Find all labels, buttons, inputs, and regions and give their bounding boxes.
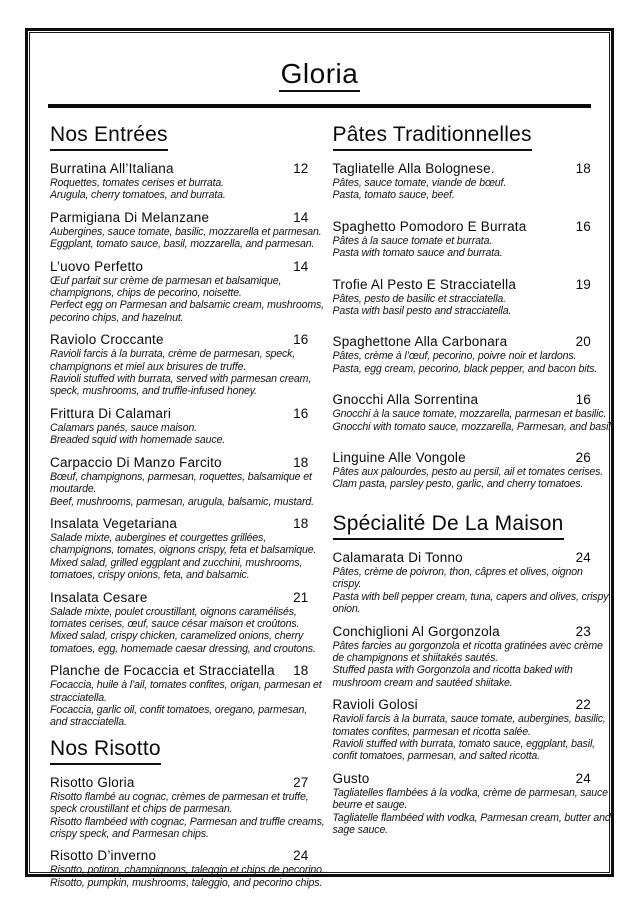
item-description-french: Pâtes, sauce tomate, viande de bœuf. xyxy=(332,177,507,189)
menu-columns xyxy=(30,108,614,889)
menu-item-row xyxy=(50,662,309,679)
item-price: 14 xyxy=(293,209,309,225)
item-description-english: Mixed salad, crispy chicken, caramelized onions, cherry xyxy=(50,630,304,643)
item-description-english: Beef, mushrooms, parmesan, arugula, balsamic, mustard. xyxy=(50,495,314,508)
item-price: 16 xyxy=(575,392,591,408)
item-price: 16 xyxy=(293,405,309,421)
item-price: 16 xyxy=(575,218,591,234)
menu-item-row xyxy=(50,209,309,226)
item-description-english: Arugula, cherry tomatoes, and burrata. xyxy=(50,189,226,202)
item-description-french: Pâtes, crème de poivron, thon, câpres et olives, oignon xyxy=(332,565,583,578)
item-description-french: Risotto, potiron, champignons, taleggio et chips de pecorino. xyxy=(50,864,325,877)
item-name: Burratina All’Italiana xyxy=(50,161,174,176)
item-price: 14 xyxy=(293,258,309,274)
menu-item xyxy=(50,847,325,889)
menu-item xyxy=(332,549,609,616)
menu-item xyxy=(333,276,592,318)
item-price: 21 xyxy=(293,589,309,605)
item-description-french: Pâtes à la sauce tomate et burrata. xyxy=(332,234,493,247)
item-description-english: Stuffed pasta with Gorgonzola and ricotta baked with xyxy=(332,664,573,677)
item-description-english: Pasta, tomato sauce, beef. xyxy=(332,189,455,202)
menu-item xyxy=(332,623,603,690)
item-description-french: Tagliatelles flambées à la vodka, crème de parmesan, sauce xyxy=(332,786,608,799)
item-price: 18 xyxy=(293,515,309,531)
item-description-english: Eggplant, tomato sauce, basil, mozzarella, and parmesan. xyxy=(50,238,315,251)
item-name: Ravioli Golosi xyxy=(332,697,418,713)
menu-column-left xyxy=(50,122,325,889)
item-description-french: moutarde. xyxy=(50,483,97,496)
item-description-english: pecorino chips, and hazelnut. xyxy=(50,311,184,324)
menu-section xyxy=(50,122,324,729)
menu-item xyxy=(50,515,317,582)
item-name: Gusto xyxy=(332,770,370,786)
menu-item xyxy=(332,696,606,763)
item-name: Linguine Alle Vongole xyxy=(332,450,466,466)
item-description-french: champignons et miel aux brisures de truffe. xyxy=(50,360,247,373)
item-name: Insalata Vegetariana xyxy=(50,515,178,531)
item-description-french: Ravioli farcis à la burrata, crème de parmesan, speck, xyxy=(50,348,296,361)
item-description-french: champignons, tomates, oignons crispy, feta et balsamique. xyxy=(50,544,317,557)
menu-item-row xyxy=(50,589,309,606)
item-description-french: Pâtes, crème à l’œuf, pecorino, poivre noir et lardons. xyxy=(332,350,577,363)
item-description-french: tomates cerises, œuf, sauce césar maison et croûtons. xyxy=(50,617,300,630)
menu-item xyxy=(332,333,598,375)
item-description-english: Tagliatelle flambéed with vodka, Parmesan cream, butter and xyxy=(332,811,611,824)
menu-item xyxy=(50,774,325,841)
menu-item xyxy=(50,331,312,398)
item-name: Carpaccio Di Manzo Farcito xyxy=(50,454,222,470)
item-description-english: Pasta with bell pepper cream, tuna, capers and olives, crispy xyxy=(332,590,609,603)
menu-item-row xyxy=(50,847,309,864)
item-description-english: Pasta with basil pesto and stracciatella. xyxy=(332,305,512,318)
item-description-french: Gnocchi à la sauce tomate, mozzarella, parmesan et basilic. xyxy=(332,408,607,421)
item-name: Spaghetto Pomodoro E Burrata xyxy=(332,218,527,234)
item-name: Risotto Gloria xyxy=(50,774,135,790)
item-description-french: tomates confites, parmesan et ricotta salée. xyxy=(332,725,531,738)
item-price: 24 xyxy=(575,770,591,786)
menu-item xyxy=(50,209,322,251)
item-name: Gnocchi Alla Sorrentina xyxy=(332,392,479,408)
item-description-english: Gnocchi with tomato sauce, mozzarella, Parmesan, and basil. xyxy=(332,420,614,433)
section-heading: Pâtes Traditionnelles xyxy=(333,122,532,151)
menu-item-row xyxy=(333,696,592,713)
item-description-french: Pâtes farcies au gorgonzola et ricotta gratinées avec crème xyxy=(332,639,603,652)
menu-column-right xyxy=(332,122,614,889)
item-name: Insalata Cesare xyxy=(50,589,148,605)
item-description-english: onion. xyxy=(332,603,361,616)
item-name: Risotto D’inverno xyxy=(50,848,157,864)
item-description-french: Pâtes aux palourdes, pesto au persil, ail et tomates cerises. xyxy=(332,466,604,479)
menu-item xyxy=(332,391,614,433)
item-price: 24 xyxy=(293,848,309,864)
item-description-french: stracciatella. xyxy=(50,691,107,704)
item-name: Parmigiana Di Melanzane xyxy=(50,209,210,225)
menu-item-row xyxy=(50,405,309,422)
menu-item xyxy=(50,160,309,202)
page-title-text: Gloria xyxy=(279,58,361,92)
item-name: Conchiglioni Al Gorgonzola xyxy=(332,623,500,639)
item-description-english: Clam pasta, parsley pesto, garlic, and cherry tomatoes. xyxy=(332,478,584,491)
item-price: 22 xyxy=(575,697,591,713)
item-description-french: Aubergines, sauce tomate, basilic, mozzarella et parmesan. xyxy=(50,225,322,238)
item-name: Raviolo Croccante xyxy=(50,332,164,348)
menu-item xyxy=(333,218,592,260)
item-description-english: Risotto flambéed with cognac, Parmesan and truffle creams, xyxy=(50,815,325,828)
item-description-french: Œuf parfait sur crème de parmesan et balsamique, xyxy=(50,274,282,287)
menu-item-row xyxy=(50,774,309,791)
menu-item-row xyxy=(50,454,309,471)
item-description-french: speck croustillant et chips de parmesan. xyxy=(50,803,233,816)
item-description-english: Breaded squid with homemade sauce. xyxy=(50,434,226,447)
item-name: L’uovo Perfetto xyxy=(50,258,144,274)
item-description-french: Focaccia, huile à l’ail, tomates confites, origan, parmesan et xyxy=(50,679,322,692)
item-price: 27 xyxy=(293,774,309,790)
item-price: 12 xyxy=(293,161,309,176)
item-description-french: Pâtes, pesto de basilic et stracciatella. xyxy=(332,292,506,305)
item-description-english: Perfect egg on Parmesan and balsamic cream, mushrooms, xyxy=(50,299,324,312)
menu-item xyxy=(50,589,316,656)
item-description-english: Pasta, egg cream, pecorino, black pepper, and bacon bits. xyxy=(332,362,598,375)
menu-item-row xyxy=(50,258,309,275)
item-price: 24 xyxy=(575,549,591,565)
menu-item-row xyxy=(333,333,592,350)
item-name: Trofie Al Pesto E Stracciatella xyxy=(332,276,517,292)
item-description-english: sage sauce. xyxy=(332,823,388,836)
item-description-french: Roquettes, tomates cerises et burrata. xyxy=(50,177,224,189)
item-description-french: Salade mixte, poulet croustillant, oignons caramélisés, xyxy=(50,605,297,618)
item-price: 19 xyxy=(575,276,591,292)
item-price: 18 xyxy=(575,161,591,176)
section-heading: Spécialité De La Maison xyxy=(333,511,564,540)
item-description-english: speck, mushrooms, and truffle-infused honey. xyxy=(50,385,257,398)
menu-page xyxy=(25,28,614,889)
item-description-english: Risotto, pumpkin, mushrooms, taleggio, and pecorino chips. xyxy=(50,876,323,889)
menu-item xyxy=(50,258,324,325)
item-description-english: Ravioli stuffed with burrata, tomato sauce, eggplant, basil, xyxy=(332,737,595,750)
item-description-french: Ravioli farcis à la burrata, sauce tomate, aubergines, basilic, xyxy=(332,713,606,726)
item-price: 18 xyxy=(293,454,309,470)
item-price: 20 xyxy=(575,334,591,350)
item-description-french: Bœuf, champignons, parmesan, roquettes, balsamique et xyxy=(50,470,312,483)
item-description-english: Mixed salad, grilled eggplant and zucchini, mushrooms, xyxy=(50,556,303,569)
item-description-english: tomatoes, egg, homemade caesar dressing, and croutons. xyxy=(50,642,316,655)
item-description-french: beurre et sauge. xyxy=(332,799,408,812)
item-description-english: Pasta with tomato sauce and burrata. xyxy=(332,247,503,260)
menu-item-row xyxy=(333,623,592,640)
menu-section xyxy=(50,732,325,889)
item-description-french: champignons, chips de pecorino, noisette. xyxy=(50,287,242,300)
item-name: Planche de Focaccia et Stracciatella xyxy=(50,663,275,679)
item-price: 16 xyxy=(293,332,309,348)
menu-item-row xyxy=(50,331,309,348)
menu-section xyxy=(332,507,611,837)
section-heading: Nos Entrées xyxy=(50,122,168,151)
menu-item-row xyxy=(333,218,592,235)
item-price: 18 xyxy=(293,663,309,679)
item-price: 23 xyxy=(575,623,591,639)
item-description-english: Ravioli stuffed with burrata, served with parmesan cream, xyxy=(50,373,312,386)
menu-item-row xyxy=(50,160,309,177)
menu-item-row xyxy=(50,515,309,532)
menu-item xyxy=(333,160,592,202)
item-description-english: tomatoes, crispy onions, feta, and balsamic. xyxy=(50,569,250,582)
item-price: 26 xyxy=(575,450,591,466)
menu-item xyxy=(332,770,611,837)
item-description-english: confit tomatoes, parmesan, and salted ricotta. xyxy=(332,750,540,763)
item-description-french: Salade mixte, aubergines et courgettes grillées, xyxy=(50,531,266,544)
item-name: Calamarata Di Tonno xyxy=(332,549,463,565)
item-name: Frittura Di Calamari xyxy=(50,405,172,421)
menu-item-row xyxy=(333,391,592,408)
page-title xyxy=(30,57,609,91)
menu-item-row xyxy=(333,770,592,787)
item-description-english: mushroom cream and sautéed shiitake. xyxy=(332,676,513,689)
item-description-english: crispy speck, and Parmesan chips. xyxy=(50,828,209,840)
menu-item xyxy=(332,449,604,491)
item-name: Spaghettone Alla Carbonara xyxy=(332,334,508,350)
menu-page-inner-border xyxy=(29,32,614,889)
menu-item-row xyxy=(333,160,592,177)
menu-item-row xyxy=(333,549,592,566)
menu-item xyxy=(50,662,322,729)
menu-item xyxy=(50,405,309,447)
item-description-english: and stracciatella. xyxy=(50,716,127,729)
item-description-french: de champignons et shiitakés sautés. xyxy=(332,651,499,664)
item-description-french: Calamars panés, sauce maison. xyxy=(50,421,197,434)
item-description-french: Risotto flambé au cognac, crèmes de parmesan et truffe, xyxy=(50,790,309,803)
item-name: Tagliatelle Alla Bolognese. xyxy=(332,161,495,176)
menu-item-row xyxy=(333,276,592,293)
item-description-french: crispy. xyxy=(332,578,362,591)
menu-section xyxy=(332,122,614,491)
item-description-english: Focaccia, garlic oil, confit tomatoes, oregano, parmesan, xyxy=(50,703,308,716)
menu-item xyxy=(50,454,314,508)
section-heading: Nos Risotto xyxy=(50,736,161,765)
menu-item-row xyxy=(333,449,592,466)
